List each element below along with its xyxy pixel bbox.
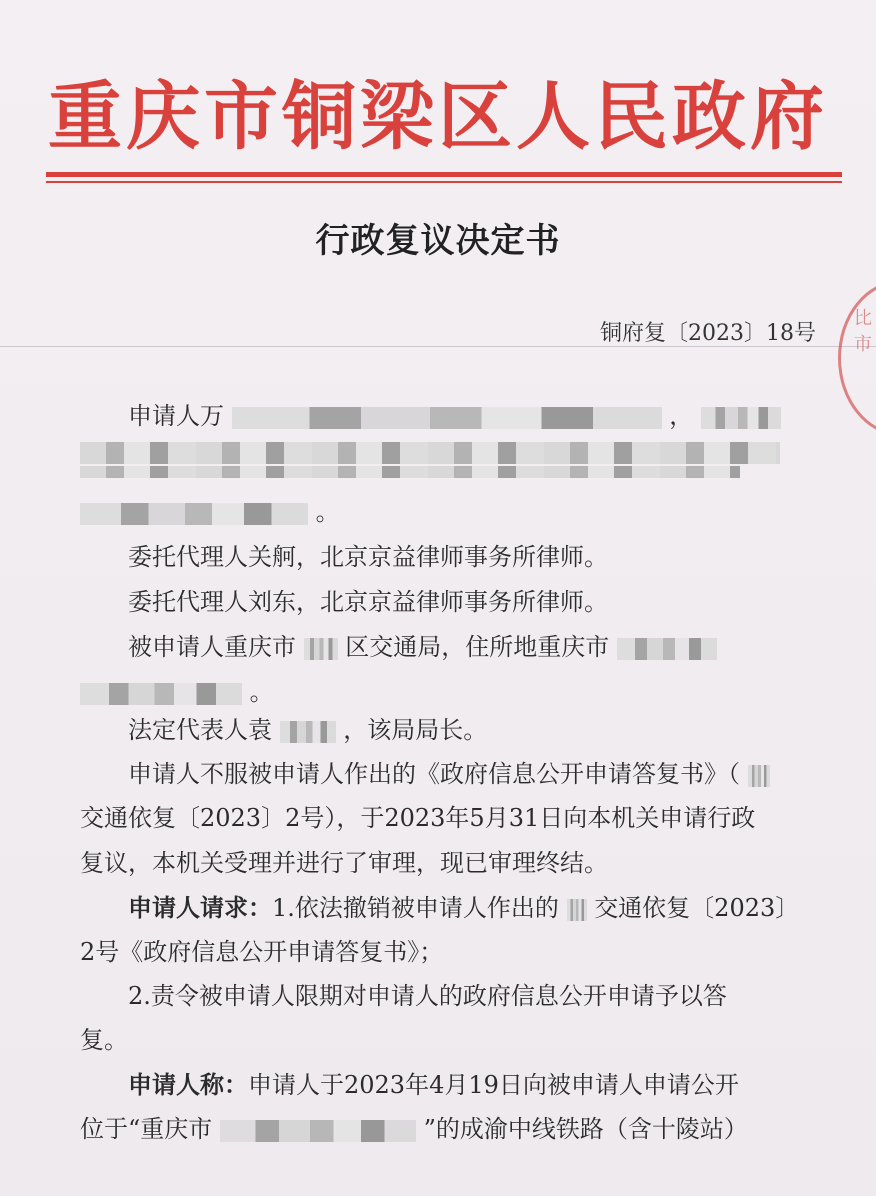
applicant-label: 申请人万 (128, 402, 224, 430)
separator-rule (0, 346, 876, 347)
body-line: 2.责令被申请人限期对申请人的政府信息公开申请予以答 (128, 982, 727, 1010)
body-line (128, 396, 781, 431)
body-text: 申请人不服被申请人作出的《政府信息公开申请答复书》（ (128, 760, 740, 788)
redacted-block (701, 407, 781, 429)
body-text: 位于“重庆市 (80, 1115, 213, 1143)
agent-line-1: 委托代理人关舸，北京京益律师事务所律师。 (128, 543, 608, 571)
official-seal-stamp (838, 280, 876, 436)
body-line (80, 1109, 748, 1144)
body-text: 申请人于2023年4月19日向被申请人申请公开 (248, 1071, 739, 1099)
body-line (128, 627, 717, 662)
body-line: 复。 (80, 1026, 128, 1054)
redacted-line (80, 442, 780, 464)
body-line (80, 672, 274, 707)
redacted-block (567, 899, 587, 921)
body-text: 。 (315, 498, 340, 526)
redacted-line (80, 466, 740, 478)
body-line (128, 710, 487, 745)
body-text: 1.依法撤销被申请人作出的 (272, 894, 559, 922)
issuing-authority-header: 重庆市铜梁区人民政府 (48, 74, 828, 160)
body-line: 2号《政府信息公开申请答复书》； (80, 938, 444, 966)
body-text: 交通依复〔2023〕 (594, 894, 800, 922)
redacted-block (748, 765, 770, 787)
header-red-rule-thin (46, 181, 842, 183)
request-heading: 申请人请求： (128, 893, 272, 922)
document-title: 行政复议决定书 (315, 221, 561, 261)
body-line (128, 754, 770, 789)
body-text: ，该局局长。 (343, 716, 488, 744)
body-text: 被申请人重庆市 (128, 633, 296, 661)
redacted-block (232, 407, 662, 429)
redacted-block (80, 503, 308, 525)
body-line: 交通依复〔2023〕2号），于2023年5月31日向本机关申请行政 (80, 804, 756, 832)
document-number: 铜府复〔2023〕18号 (600, 321, 816, 346)
body-text: 区交通局，住所地重庆市 (345, 633, 610, 661)
redacted-block (280, 721, 336, 743)
agent-line-2: 委托代理人刘东，北京京益律师事务所律师。 (128, 588, 608, 616)
body-text: 。 (249, 678, 274, 706)
header-red-rule-thick (46, 172, 842, 177)
body-line (128, 1065, 739, 1100)
redacted-block (80, 683, 242, 705)
body-text: ， (669, 402, 694, 430)
body-line (80, 492, 340, 527)
body-text: ”的成渝中线铁路（含十陵站） (423, 1115, 748, 1143)
redacted-block (304, 638, 338, 660)
claim-heading: 申请人称： (128, 1070, 248, 1099)
body-line (128, 888, 799, 923)
redacted-block (220, 1120, 416, 1142)
legal-representative-label: 法定代表人袁 (128, 716, 272, 744)
body-line: 复议，本机关受理并进行了审理，现已审理终结。 (80, 849, 608, 877)
seal-lettering: 比 市 (854, 308, 872, 355)
redacted-block (617, 638, 717, 660)
